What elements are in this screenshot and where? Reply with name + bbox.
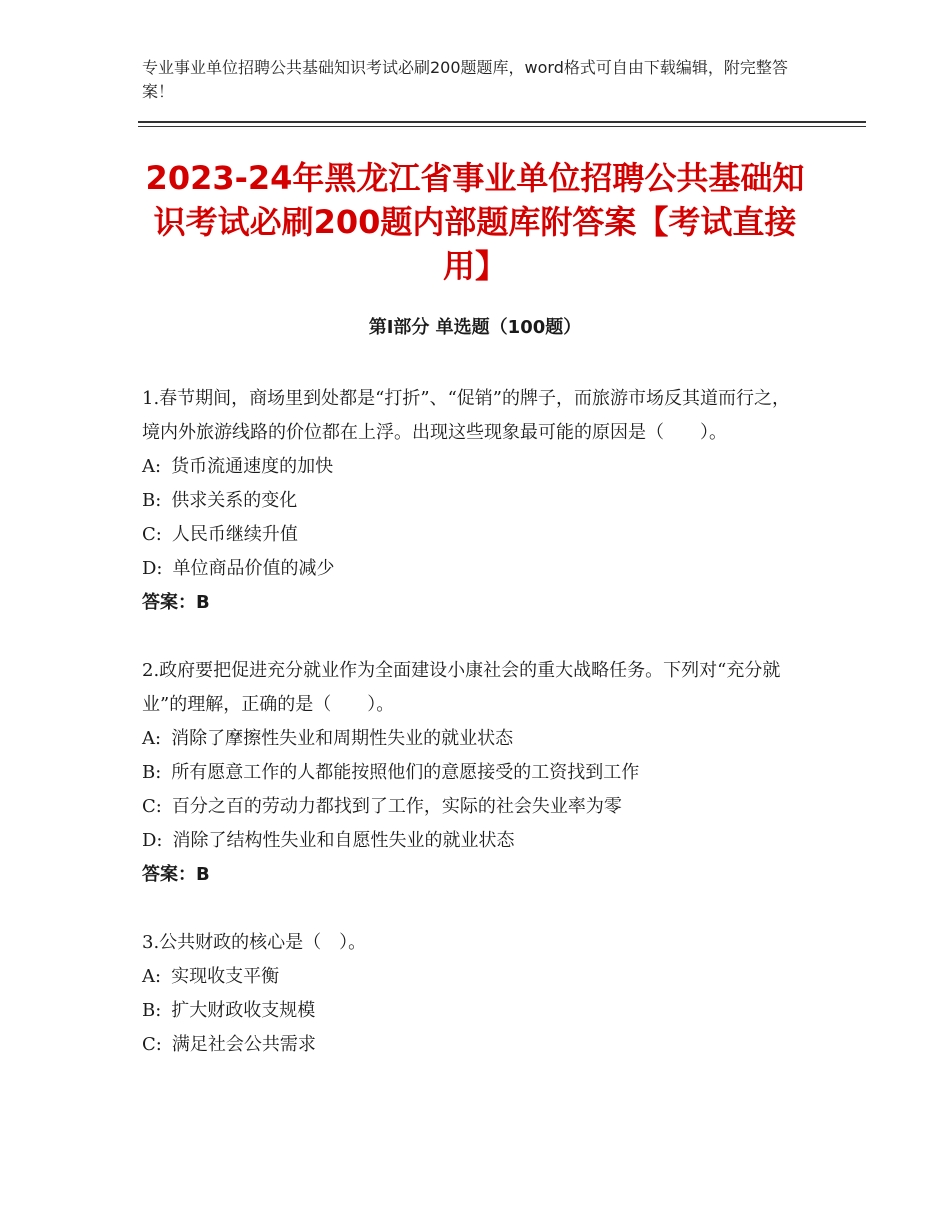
option-c	[142, 1028, 802, 1062]
option-text: 满足社会公共需求	[171, 1034, 316, 1055]
option-letter: D:	[142, 558, 163, 579]
option-letter: B:	[142, 490, 162, 511]
option-letter: A:	[142, 728, 162, 749]
question-2	[142, 654, 802, 892]
option-d	[142, 552, 802, 586]
option-c	[142, 790, 802, 824]
option-letter: D:	[142, 830, 163, 851]
header-rule-thick	[138, 121, 866, 123]
option-c	[142, 518, 802, 552]
option-a	[142, 960, 802, 994]
header-rule-thin	[138, 126, 866, 127]
option-letter: B:	[142, 1000, 162, 1021]
option-text: 货币流通速度的加快	[171, 456, 334, 477]
option-text: 实现收支平衡	[171, 966, 280, 987]
question-list	[142, 382, 802, 1096]
question-1	[142, 382, 802, 620]
option-d	[142, 824, 802, 858]
option-text: 消除了结构性失业和自愿性失业的就业状态	[172, 830, 515, 851]
option-letter: C:	[142, 796, 162, 817]
option-text: 扩大财政收支规模	[171, 1000, 316, 1021]
question-stem: 3.公共财政的核心是（ ）。	[142, 932, 367, 953]
question-stem: 1.春节期间，商场里到处都是“打折”、“促销”的牌子，而旅游市场反其道而行之，境内外旅游线路的价位都在上浮。出现这些现象最可能的原因是（ ）。	[142, 388, 790, 443]
section-title: 第Ⅰ部分 单选题（100题）	[368, 317, 582, 338]
question-3	[142, 926, 802, 1062]
option-text: 消除了摩擦性失业和周期性失业的就业状态	[171, 728, 514, 749]
option-text: 单位商品价值的减少	[172, 558, 335, 579]
option-letter: A:	[142, 456, 162, 477]
answer: 答案：B	[142, 592, 210, 613]
question-stem: 2.政府要把促进充分就业作为全面建设小康社会的重大战略任务。下列对“充分就业”的理解，正确的是（ ）。	[142, 660, 781, 715]
answer: 答案：B	[142, 864, 210, 885]
option-text: 百分之百的劳动力都找到了工作，实际的社会失业率为零	[171, 796, 622, 817]
option-a	[142, 722, 802, 756]
header-note: 专业事业单位招聘公共基础知识考试必刷200题题库，word格式可自由下载编辑，附完整答案！	[142, 58, 788, 101]
option-b	[142, 756, 802, 790]
option-text: 供求关系的变化	[171, 490, 298, 511]
option-a	[142, 450, 802, 484]
option-b	[142, 484, 802, 518]
option-letter: C:	[142, 1034, 162, 1055]
option-letter: B:	[142, 762, 162, 783]
option-letter: C:	[142, 524, 162, 545]
option-b	[142, 994, 802, 1028]
option-text: 人民币继续升值	[171, 524, 298, 545]
document-title: 2023-24年黑龙江省事业单位招聘公共基础知识考试必刷200题内部题库附答案【考试直接用】	[145, 159, 805, 285]
option-text: 所有愿意工作的人都能按照他们的意愿接受的工资找到工作	[171, 762, 640, 783]
option-letter: A:	[142, 966, 162, 987]
